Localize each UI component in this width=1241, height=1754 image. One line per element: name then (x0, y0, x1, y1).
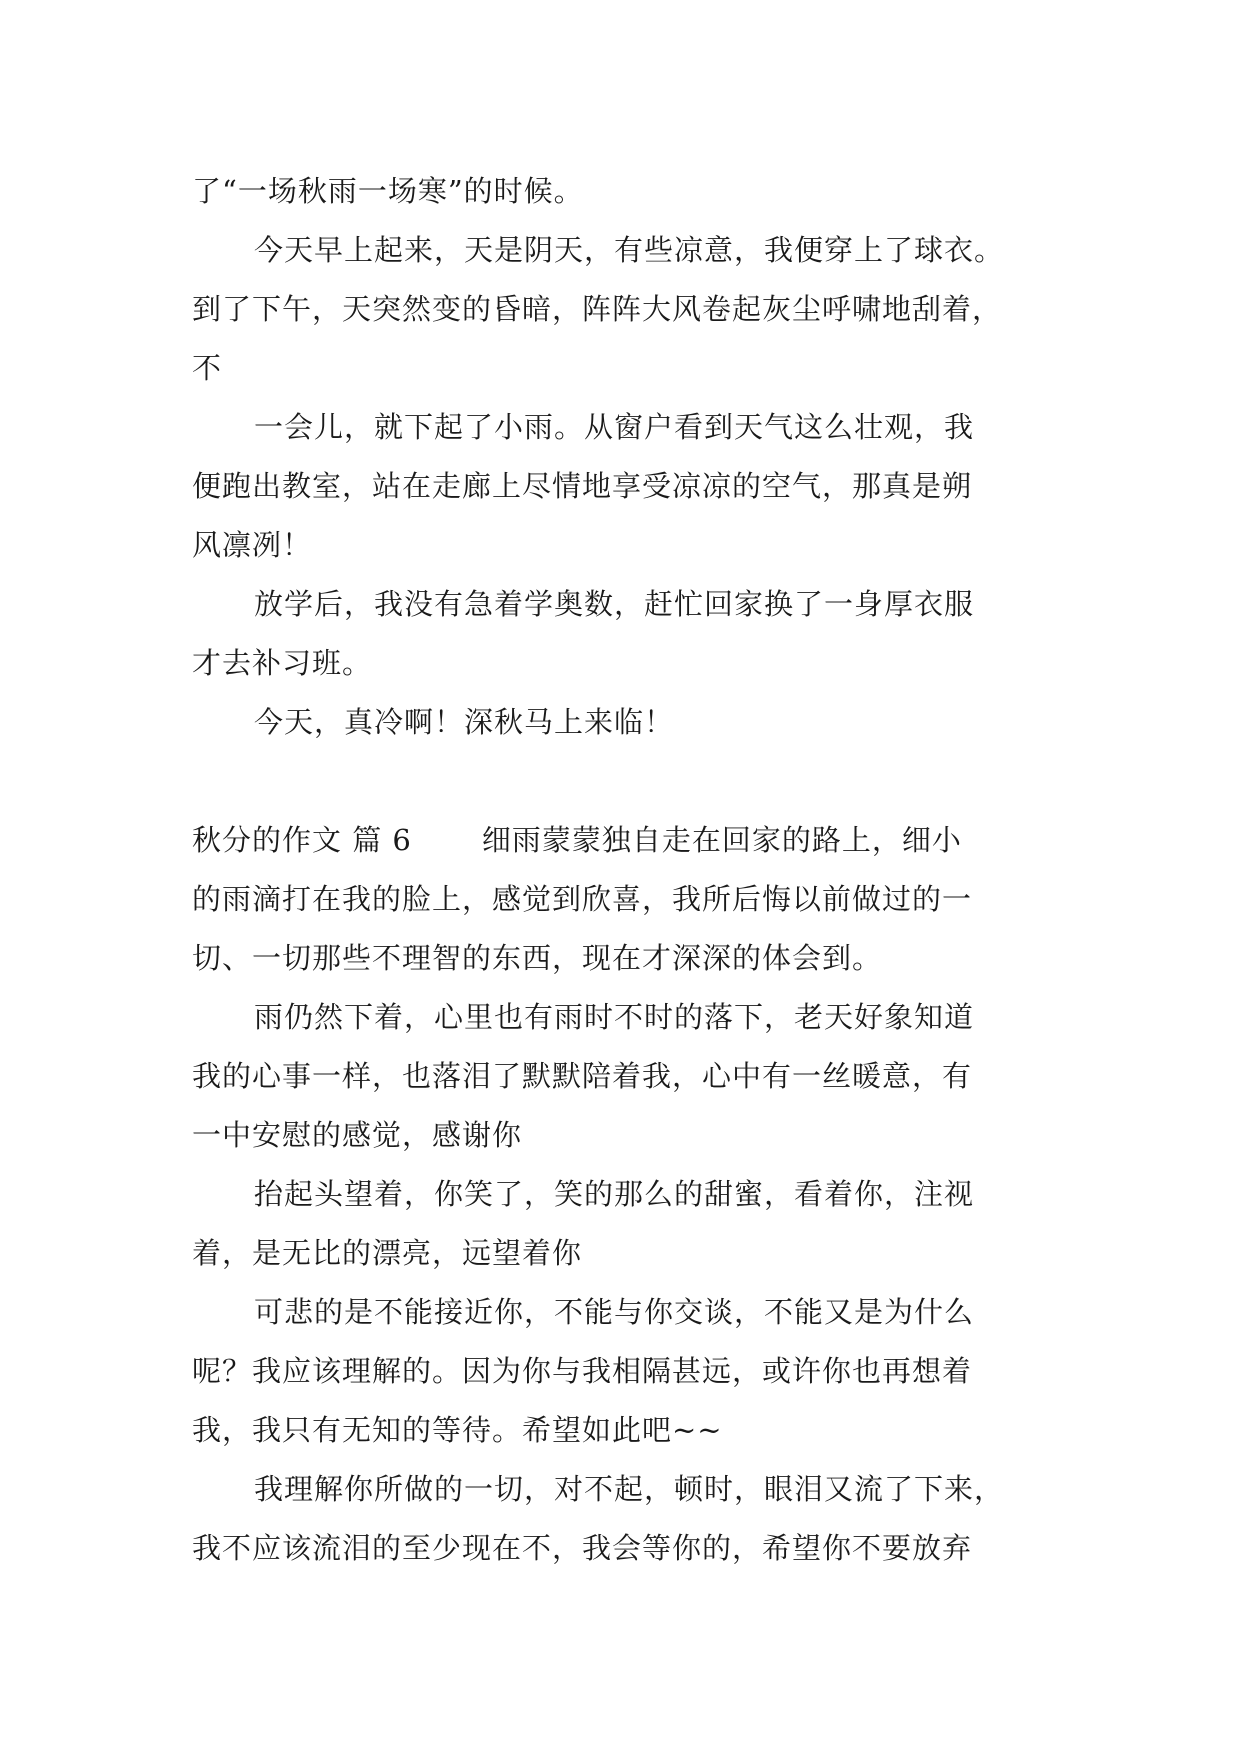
text-line: 不 (192, 351, 223, 385)
text-line: 抬起头望着，你笑了，笑的那么的甜蜜，看着你，注视 (254, 1177, 975, 1211)
text-line: 一会儿，就下起了小雨。从窗户看到天气这么壮观，我 (254, 410, 975, 444)
text-line: 切、一切那些不理智的东西，现在才深深的体会到。 (192, 941, 883, 975)
text-line: 放学后，我没有急着学奥数，赶忙回家换了一身厚衣服 (254, 587, 975, 621)
text-line: 我的心事一样，也落泪了默默陪着我，心中有一丝暖意，有 (192, 1059, 973, 1093)
text-line: 可悲的是不能接近你，不能与你交谈，不能又是为什么 (254, 1295, 975, 1329)
section-gap (192, 752, 1056, 811)
text-line: 今天早上起来，天是阴天，有些凉意，我便穿上了球衣。 (254, 233, 1005, 267)
text-line: 着，是无比的漂亮，远望着你 (192, 1236, 583, 1270)
text-line: 今天，真冷啊！深秋马上来临！ (254, 705, 675, 739)
text-span: 细雨蒙蒙独自走在回家的路上，细小 (481, 823, 962, 857)
text-line: 的雨滴打在我的脸上，感觉到欣喜，我所后悔以前做过的一 (192, 882, 973, 916)
text-line: 我不应该流泪的至少现在不，我会等你的，希望你不要放弃 (192, 1531, 973, 1565)
text-line: 呢？我应该理解的。因为你与我相隔甚远，或许你也再想着 (192, 1354, 973, 1388)
text-line: 风凛冽！ (192, 528, 313, 562)
text-line: 到了下午，天突然变的昏暗，阵阵大风卷起灰尘呼啸地刮着， (192, 292, 1003, 326)
document-body (192, 162, 1056, 1578)
text-line: 才去补习班。 (192, 646, 373, 680)
text-line: 雨仍然下着，心里也有雨时不时的落下，老天好象知道 (254, 1000, 975, 1034)
text-line: 我，我只有无知的等待。希望如此吧~~ (192, 1413, 723, 1447)
text-line: 便跑出教室，站在走廊上尽情地享受凉凉的空气，那真是朔 (192, 469, 973, 503)
text-line: 一中安慰的感觉，感谢你 (192, 1118, 523, 1152)
essay-title: 秋分的作文 篇 6 (192, 823, 412, 857)
essay-title-line (192, 811, 1056, 870)
text-line: 我理解你所做的一切，对不起，顿时，眼泪又流了下来， (254, 1472, 1005, 1506)
text-line: 了“一场秋雨一场寒”的时候。 (192, 174, 584, 208)
